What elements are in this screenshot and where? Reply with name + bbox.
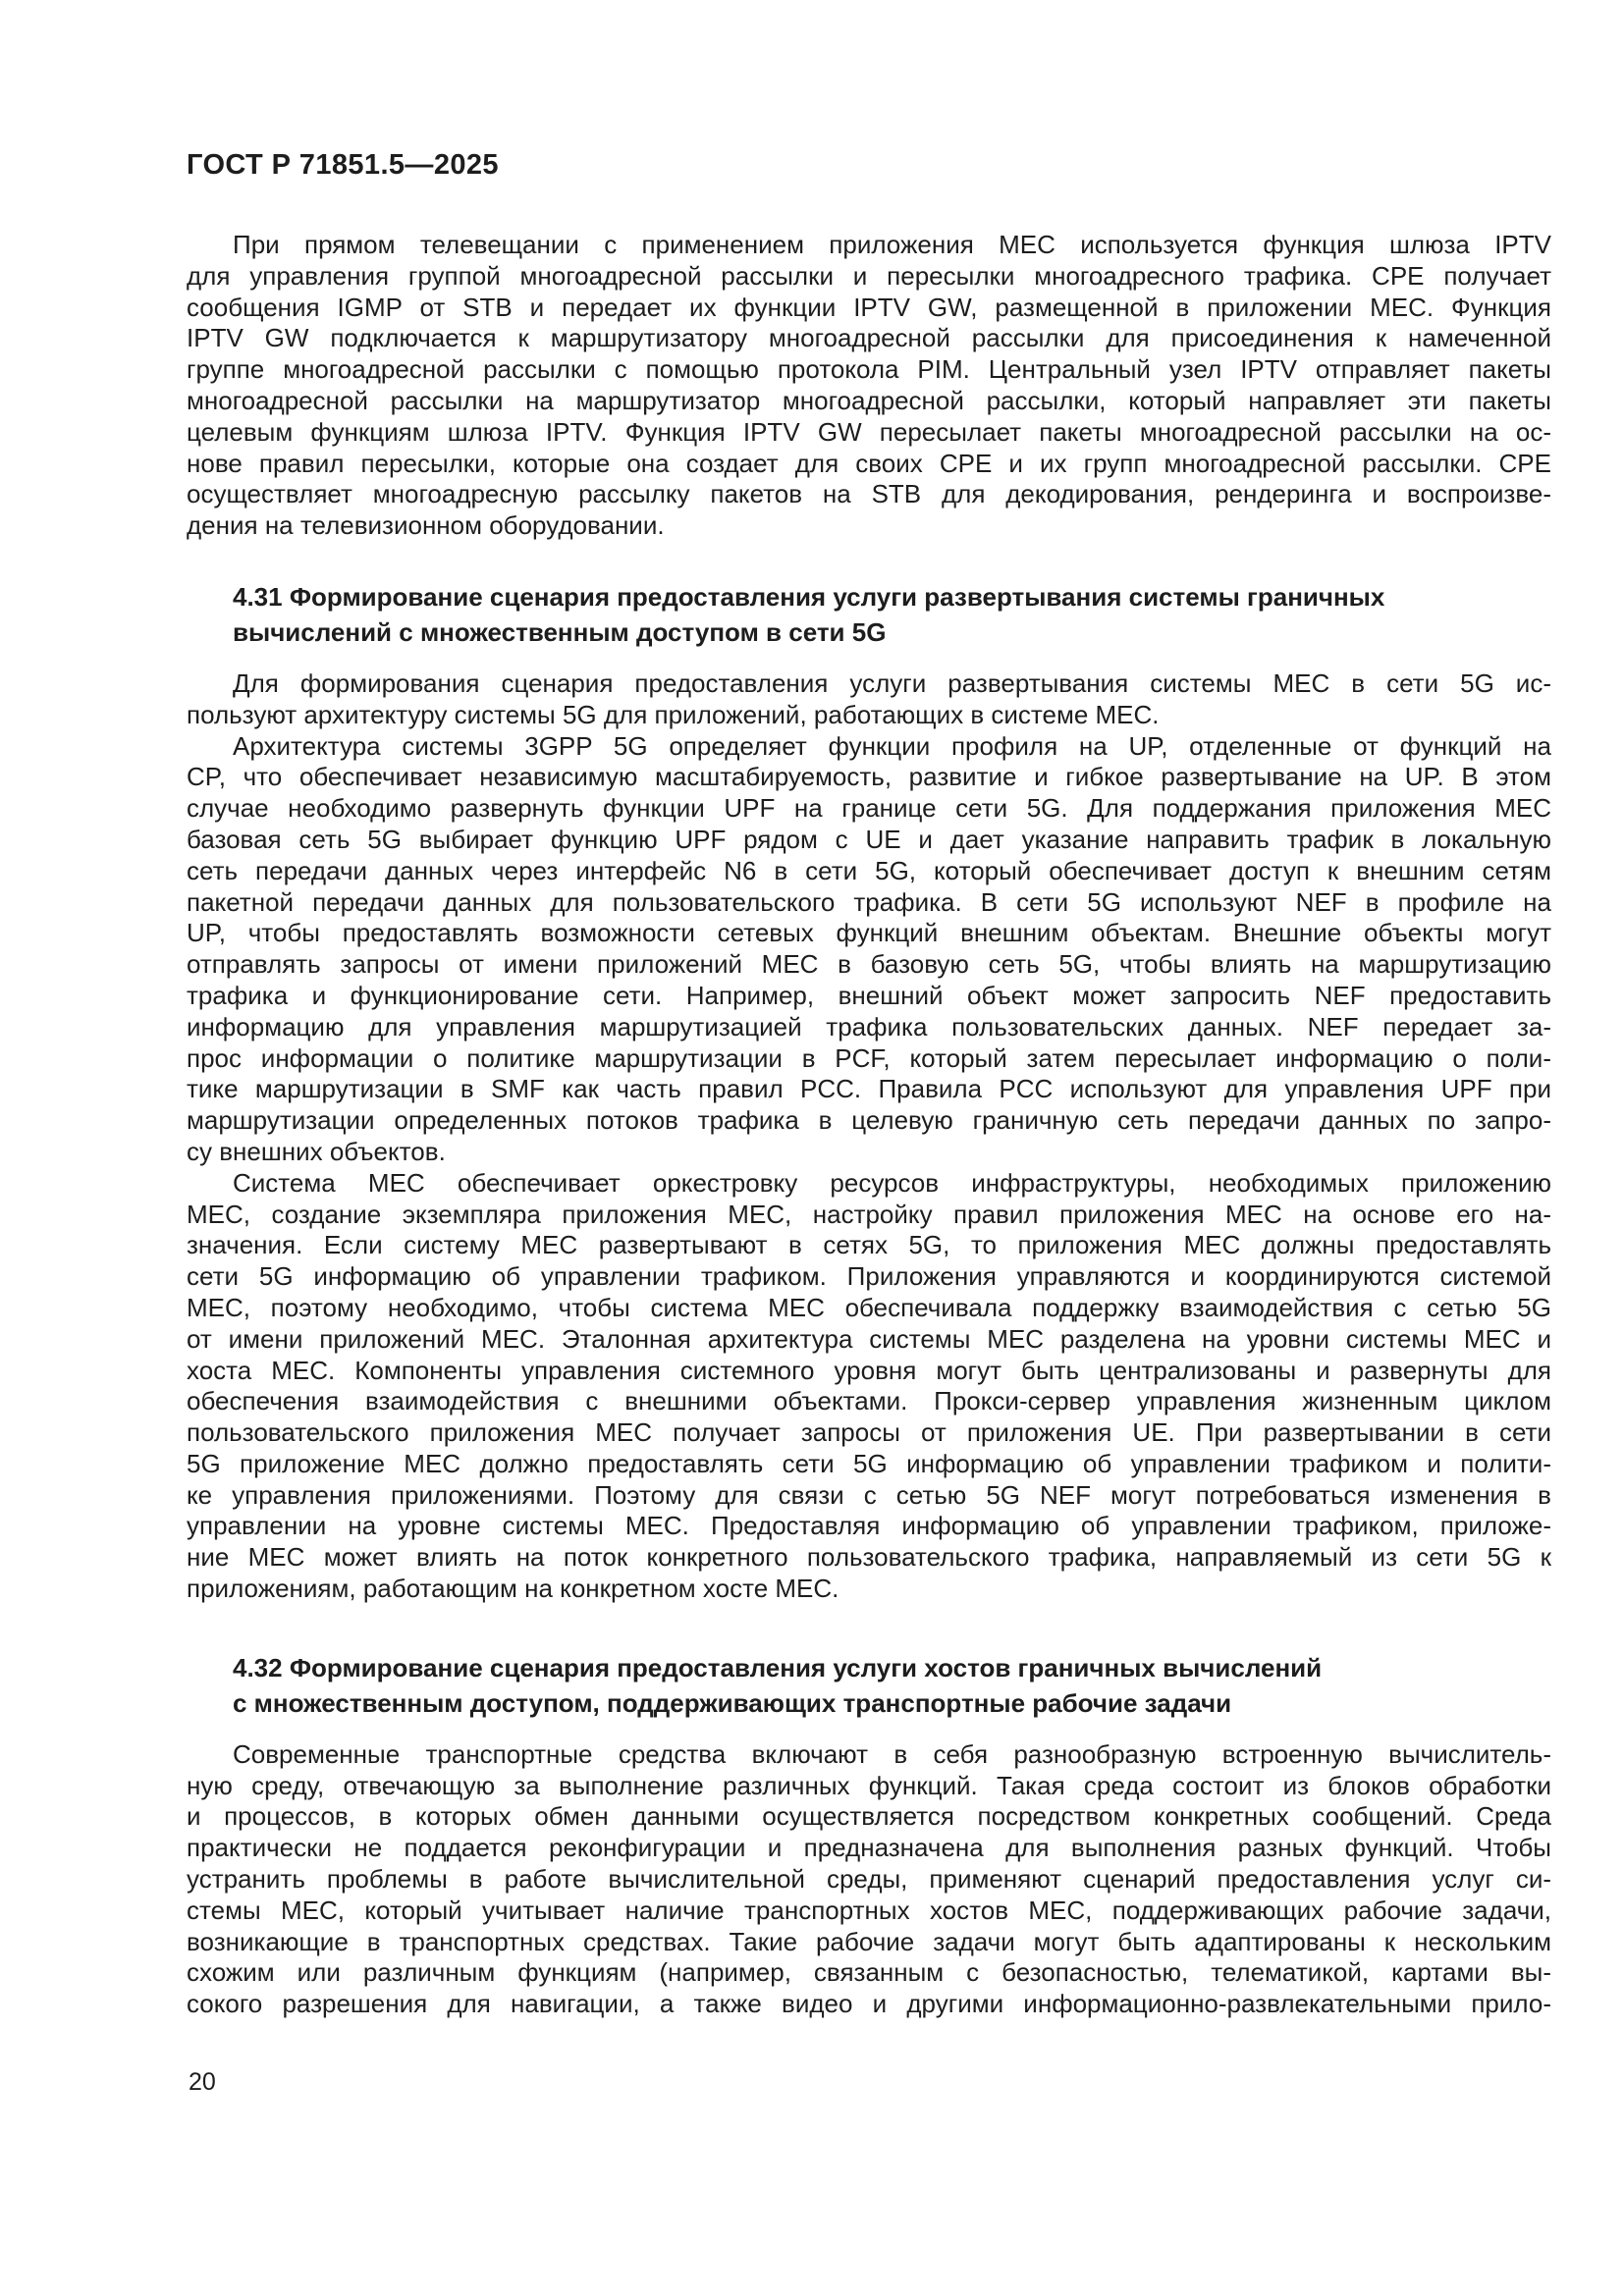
text-line: и процессов, в которых обмен данными осуществляется посредством конкретных сообщений. Среда: [187, 1801, 1551, 1832]
text-line: Для формирования сценария предоставления услуги развертывания системы MEC в сети 5G ис-: [233, 667, 1551, 698]
document-designation: ГОСТ Р 71851.5—2025: [187, 149, 499, 181]
text-line: приложениям, работающим на конкретном хосте MEC.: [187, 1574, 839, 1604]
paragraph: [187, 1739, 1551, 2020]
text-line: хоста MEC. Компоненты управления системного уровня могут быть централизованы и развернуты для: [187, 1355, 1551, 1385]
text-line: информацию для управления маршрутизацией трафика пользовательских данных. NEF передает за-: [187, 1011, 1551, 1041]
text-line: MEC, создание экземпляра приложения MEC, настройку правил приложения MEC на основе его на-: [187, 1199, 1551, 1229]
text-line: вычислений с множественным доступом в сети 5G: [233, 617, 887, 648]
text-line: от имени приложений MEC. Эталонная архитектура системы MEC разделена на уровни системы MEC и: [187, 1323, 1551, 1354]
text-line: прос информации о политике маршрутизации в PCF, который затем пересылает информацию о поли-: [187, 1042, 1551, 1073]
text-line: управлении на уровне системы MEC. Предоставляя информацию об управлении трафиком, приложе-: [187, 1511, 1551, 1541]
text-line: базовая сеть 5G выбирает функцию UPF рядом с UE и дает указание направить трафик в локальную: [187, 824, 1551, 854]
text-line: Система MEC обеспечивает оркестровку ресурсов инфраструктуры, необходимых приложению: [233, 1167, 1551, 1198]
document-blocks: [187, 230, 1551, 2020]
text-line: обеспечения взаимодействия с внешними объектами. Прокси-сервер управления жизненным циклом: [187, 1386, 1551, 1416]
text-line: целевым функциям шлюза IPTV. Функция IPTV GW пересылает пакеты многоадресной рассылки на ос-: [187, 416, 1551, 447]
text-line: группе многоадресной рассылки с помощью протокола PIM. Центральный узел IPTV отправляет пакеты: [187, 354, 1551, 385]
paragraph: [187, 731, 1551, 1168]
paragraph: [187, 1168, 1551, 1605]
text-line: пользуют архитектуру системы 5G для приложений, работающих в системе MEC.: [187, 699, 1160, 729]
text-line: Архитектура системы 3GPP 5G определяет функции профиля на UP, отделенные от функций на: [233, 730, 1551, 761]
text-line: с множественным доступом, поддерживающих транспортные рабочие задачи: [233, 1688, 1232, 1719]
text-line: сообщения IGMP от STB и передает их функции IPTV GW, размещенной в приложении MEC. Функция: [187, 292, 1551, 322]
text-line: нове правил пересылки, которые она создает для своих CPE и их групп многоадресной рассылки. CPE: [187, 448, 1551, 478]
text-line: пользовательского приложения MEC получает запросы от приложения UE. При развертывании в сети: [187, 1417, 1551, 1448]
text-line: сеть передачи данных через интерфейс N6 в сети 5G, который обеспечивает доступ к внешним сетям: [187, 855, 1551, 885]
text-line: для управления группой многоадресной рассылки и пересылки многоадресного трафика. CPE получает: [187, 260, 1551, 291]
text-line: значения. Если систему MEC развертывают в сетях 5G, то приложения MEC должны предоставлять: [187, 1230, 1551, 1260]
text-line: тике маршрутизации в SMF как часть правил PCC. Правила PCC используют для управления UPF при: [187, 1074, 1551, 1104]
text-line: UP, чтобы предоставлять возможности сетевых функций внешним объектам. Внешние объекты могут: [187, 918, 1551, 948]
text-line: схожим или различным функциям (например, связанным с безопасностью, телематикой, картами вы-: [187, 1957, 1551, 1988]
paragraph: [187, 230, 1551, 542]
text-line: трафика и функционирование сети. Например, внешний объект может запросить NEF предоставить: [187, 980, 1551, 1010]
text-line: многоадресной рассылки на маршрутизатор многоадресной рассылки, который направляет эти пакеты: [187, 385, 1551, 415]
text-line: су внешних объектов.: [187, 1136, 446, 1166]
text-line: ную среду, отвечающую за выполнение различных функций. Такая среда состоит из блоков обработки: [187, 1770, 1551, 1800]
text-line: 4.32 Формирование сценария предоставления услуги хостов граничных вычислений: [233, 1652, 1323, 1682]
text-line: Современные транспортные средства включают в себя разнообразную встроенную вычислитель-: [233, 1738, 1551, 1769]
section-heading: [187, 1650, 1551, 1722]
text-line: пакетной передачи данных для пользовательского трафика. В сети 5G используют NEF в профиле на: [187, 886, 1551, 917]
text-line: CP, что обеспечивает независимую масштабируемость, развитие и гибкое развертывание на UP. В этом: [187, 762, 1551, 792]
text-line: сети 5G информацию об управлении трафиком. Приложения управляются и координируются системой: [187, 1261, 1551, 1292]
text-line: IPTV GW подключается к маршрутизатору многоадресной рассылки для присоединения к намеченной: [187, 323, 1551, 353]
section-heading: [187, 579, 1551, 651]
text-line: ке управления приложениями. Поэтому для связи с сетью 5G NEF могут потребоваться изменения в: [187, 1479, 1551, 1510]
text-line: возникающие в транспортных средствах. Такие рабочие задачи могут быть адаптированы к нескольким: [187, 1926, 1551, 1956]
text-line: 4.31 Формирование сценария предоставления услуги развертывания системы граничных: [233, 581, 1385, 612]
text-line: стемы MEC, который учитывает наличие транспортных хостов MEC, поддерживающих рабочие задачи,: [187, 1895, 1551, 1925]
text-line: 5G приложение MEC должно предоставлять сети 5G информацию об управлении трафиком и полити-: [187, 1448, 1551, 1478]
text-line: практически не поддается реконфигурации и предназначена для выполнения разных функций. Чтобы: [187, 1833, 1551, 1863]
text-line: маршрутизации определенных потоков трафика в целевую граничную сеть передачи данных по запро-: [187, 1105, 1551, 1136]
text-line: осуществляет многоадресную рассылку пакетов на STB для декодирования, рендеринга и воспроизве-: [187, 479, 1551, 509]
text-line: MEC, поэтому необходимо, чтобы система MEC обеспечивала поддержку взаимодействия с сетью 5G: [187, 1292, 1551, 1322]
text-line: случае необходимо развернуть функции UPF на границе сети 5G. Для поддержания приложения MEC: [187, 793, 1551, 824]
text-line: дения на телевизионном оборудовании.: [187, 510, 665, 541]
text-line: ние MEC может влиять на поток конкретного пользовательского трафика, направляемый из сети 5G к: [187, 1542, 1551, 1573]
paragraph: [187, 668, 1551, 731]
text-line: При прямом телевещании с применением приложения MEC используется функция шлюза IPTV: [233, 230, 1551, 259]
text-line: сокого разрешения для навигации, а также видео и другими информационно-развлекательными прило-: [187, 1989, 1551, 2019]
page-number: 20: [189, 2068, 216, 2096]
text-line: устранить проблемы в работе вычислительной среды, применяют сценарий предоставления услуг си-: [187, 1864, 1551, 1895]
text-line: отправлять запросы от имени приложений MEC в базовую сеть 5G, чтобы влиять на маршрутизацию: [187, 949, 1551, 980]
